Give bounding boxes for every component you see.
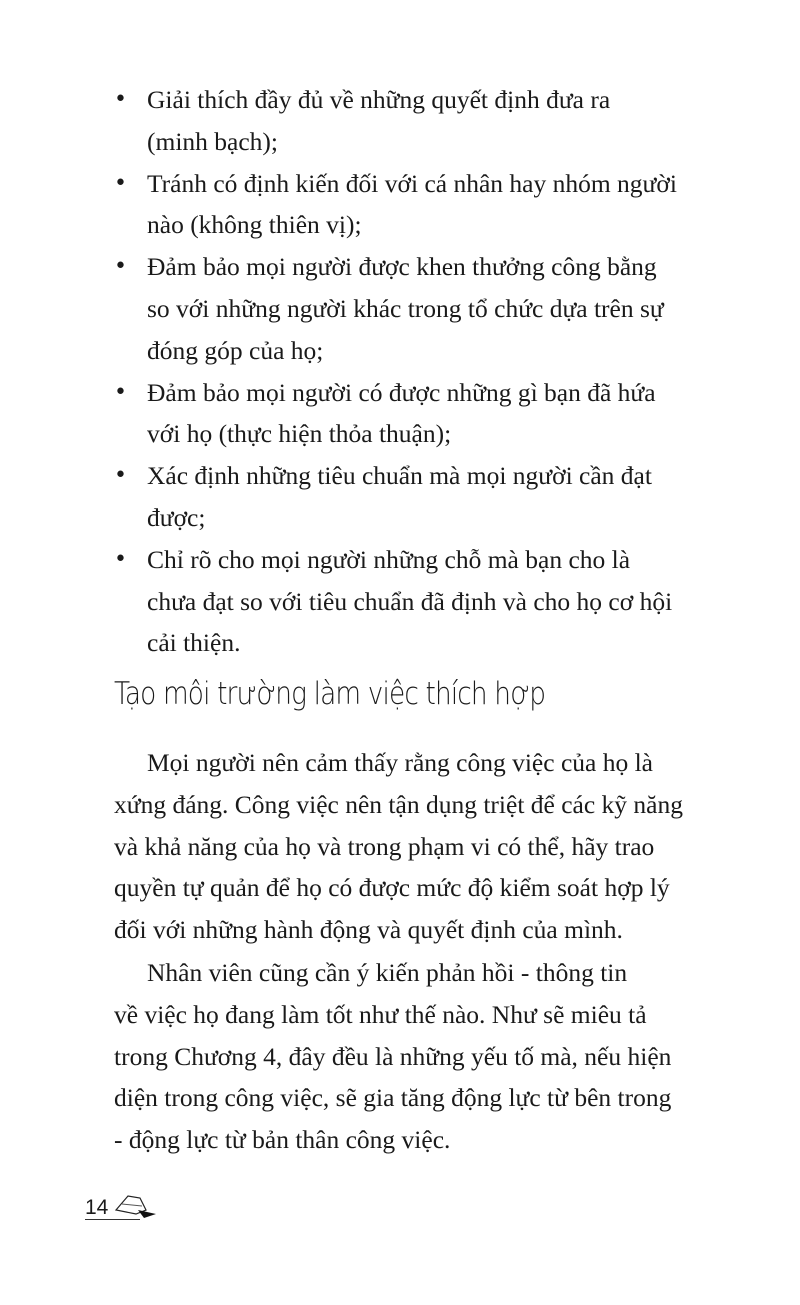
- bullet-line: chưa đạt so với tiêu chuẩn đã định và cho họ cơ hội: [147, 586, 673, 616]
- paragraph-line: xứng đáng. Công việc nên tận dụng triệt để các kỹ năng: [114, 789, 683, 819]
- bullet-icon: •: [114, 546, 127, 572]
- paragraph-line: Mọi người nên cảm thấy rằng công việc của họ là: [147, 748, 653, 777]
- bullet-icon: •: [114, 87, 127, 112]
- bullet-line: với họ (thực hiện thỏa thuận);: [147, 419, 452, 449]
- page-number: 14: [85, 1196, 109, 1219]
- paragraph-line: trong Chương 4, đây đều là những yếu tố mà, nếu hiện: [114, 1041, 672, 1071]
- paragraph-line: Nhân viên cũng cần ý kiến phản hồi - thông tin: [147, 958, 628, 987]
- bullet-line: cải thiện.: [147, 628, 241, 658]
- paragraph-line: đối với những hành động và quyết định của mình.: [114, 915, 623, 945]
- paragraph-line: về việc họ đang làm tốt như thế nào. Như sẽ miêu tả: [114, 999, 647, 1029]
- bullet-line: Chỉ rõ cho mọi người những chỗ mà bạn cho là: [147, 544, 631, 574]
- footer-ornament-icon: [108, 1192, 168, 1222]
- bullet-line: đóng góp của họ;: [147, 335, 324, 365]
- bullet-line: nào (không thiên vị);: [147, 210, 362, 240]
- bullet-line: được;: [147, 503, 206, 532]
- bullet-line: Giải thích đầy đủ về những quyết định đưa ra: [147, 85, 611, 114]
- paragraph-line: - động lực từ bản thân công việc.: [114, 1125, 451, 1155]
- bullet-line: Tránh có định kiến đối với cá nhân hay nhóm người: [147, 168, 677, 198]
- bullet-icon: •: [114, 170, 127, 196]
- bullet-icon: •: [114, 463, 127, 489]
- paragraph-line: quyền tự quản để họ có được mức độ kiểm soát hợp lý: [114, 873, 670, 903]
- bullet-line: Xác định những tiêu chuẩn mà mọi người cần đạt: [147, 461, 652, 491]
- bullet-icon: •: [114, 254, 127, 280]
- bullet-line: Đảm bảo mọi người được khen thưởng công bằng: [147, 252, 657, 282]
- paragraph-line: và khả năng của họ và trong phạm vi có thể, hãy trao: [114, 831, 655, 861]
- bullet-line: (minh bạch);: [147, 126, 278, 156]
- paragraph-line: diện trong công việc, sẽ gia tăng động lực từ bên trong: [114, 1083, 672, 1113]
- bullet-icon: •: [114, 379, 127, 405]
- section-heading: Tạo môi trường làm việc thích hợp: [114, 676, 546, 712]
- bullet-line: so với những người khác trong tổ chức dựa trên sự: [147, 294, 664, 323]
- bullet-line: Đảm bảo mọi người có được những gì bạn đã hứa: [147, 377, 656, 407]
